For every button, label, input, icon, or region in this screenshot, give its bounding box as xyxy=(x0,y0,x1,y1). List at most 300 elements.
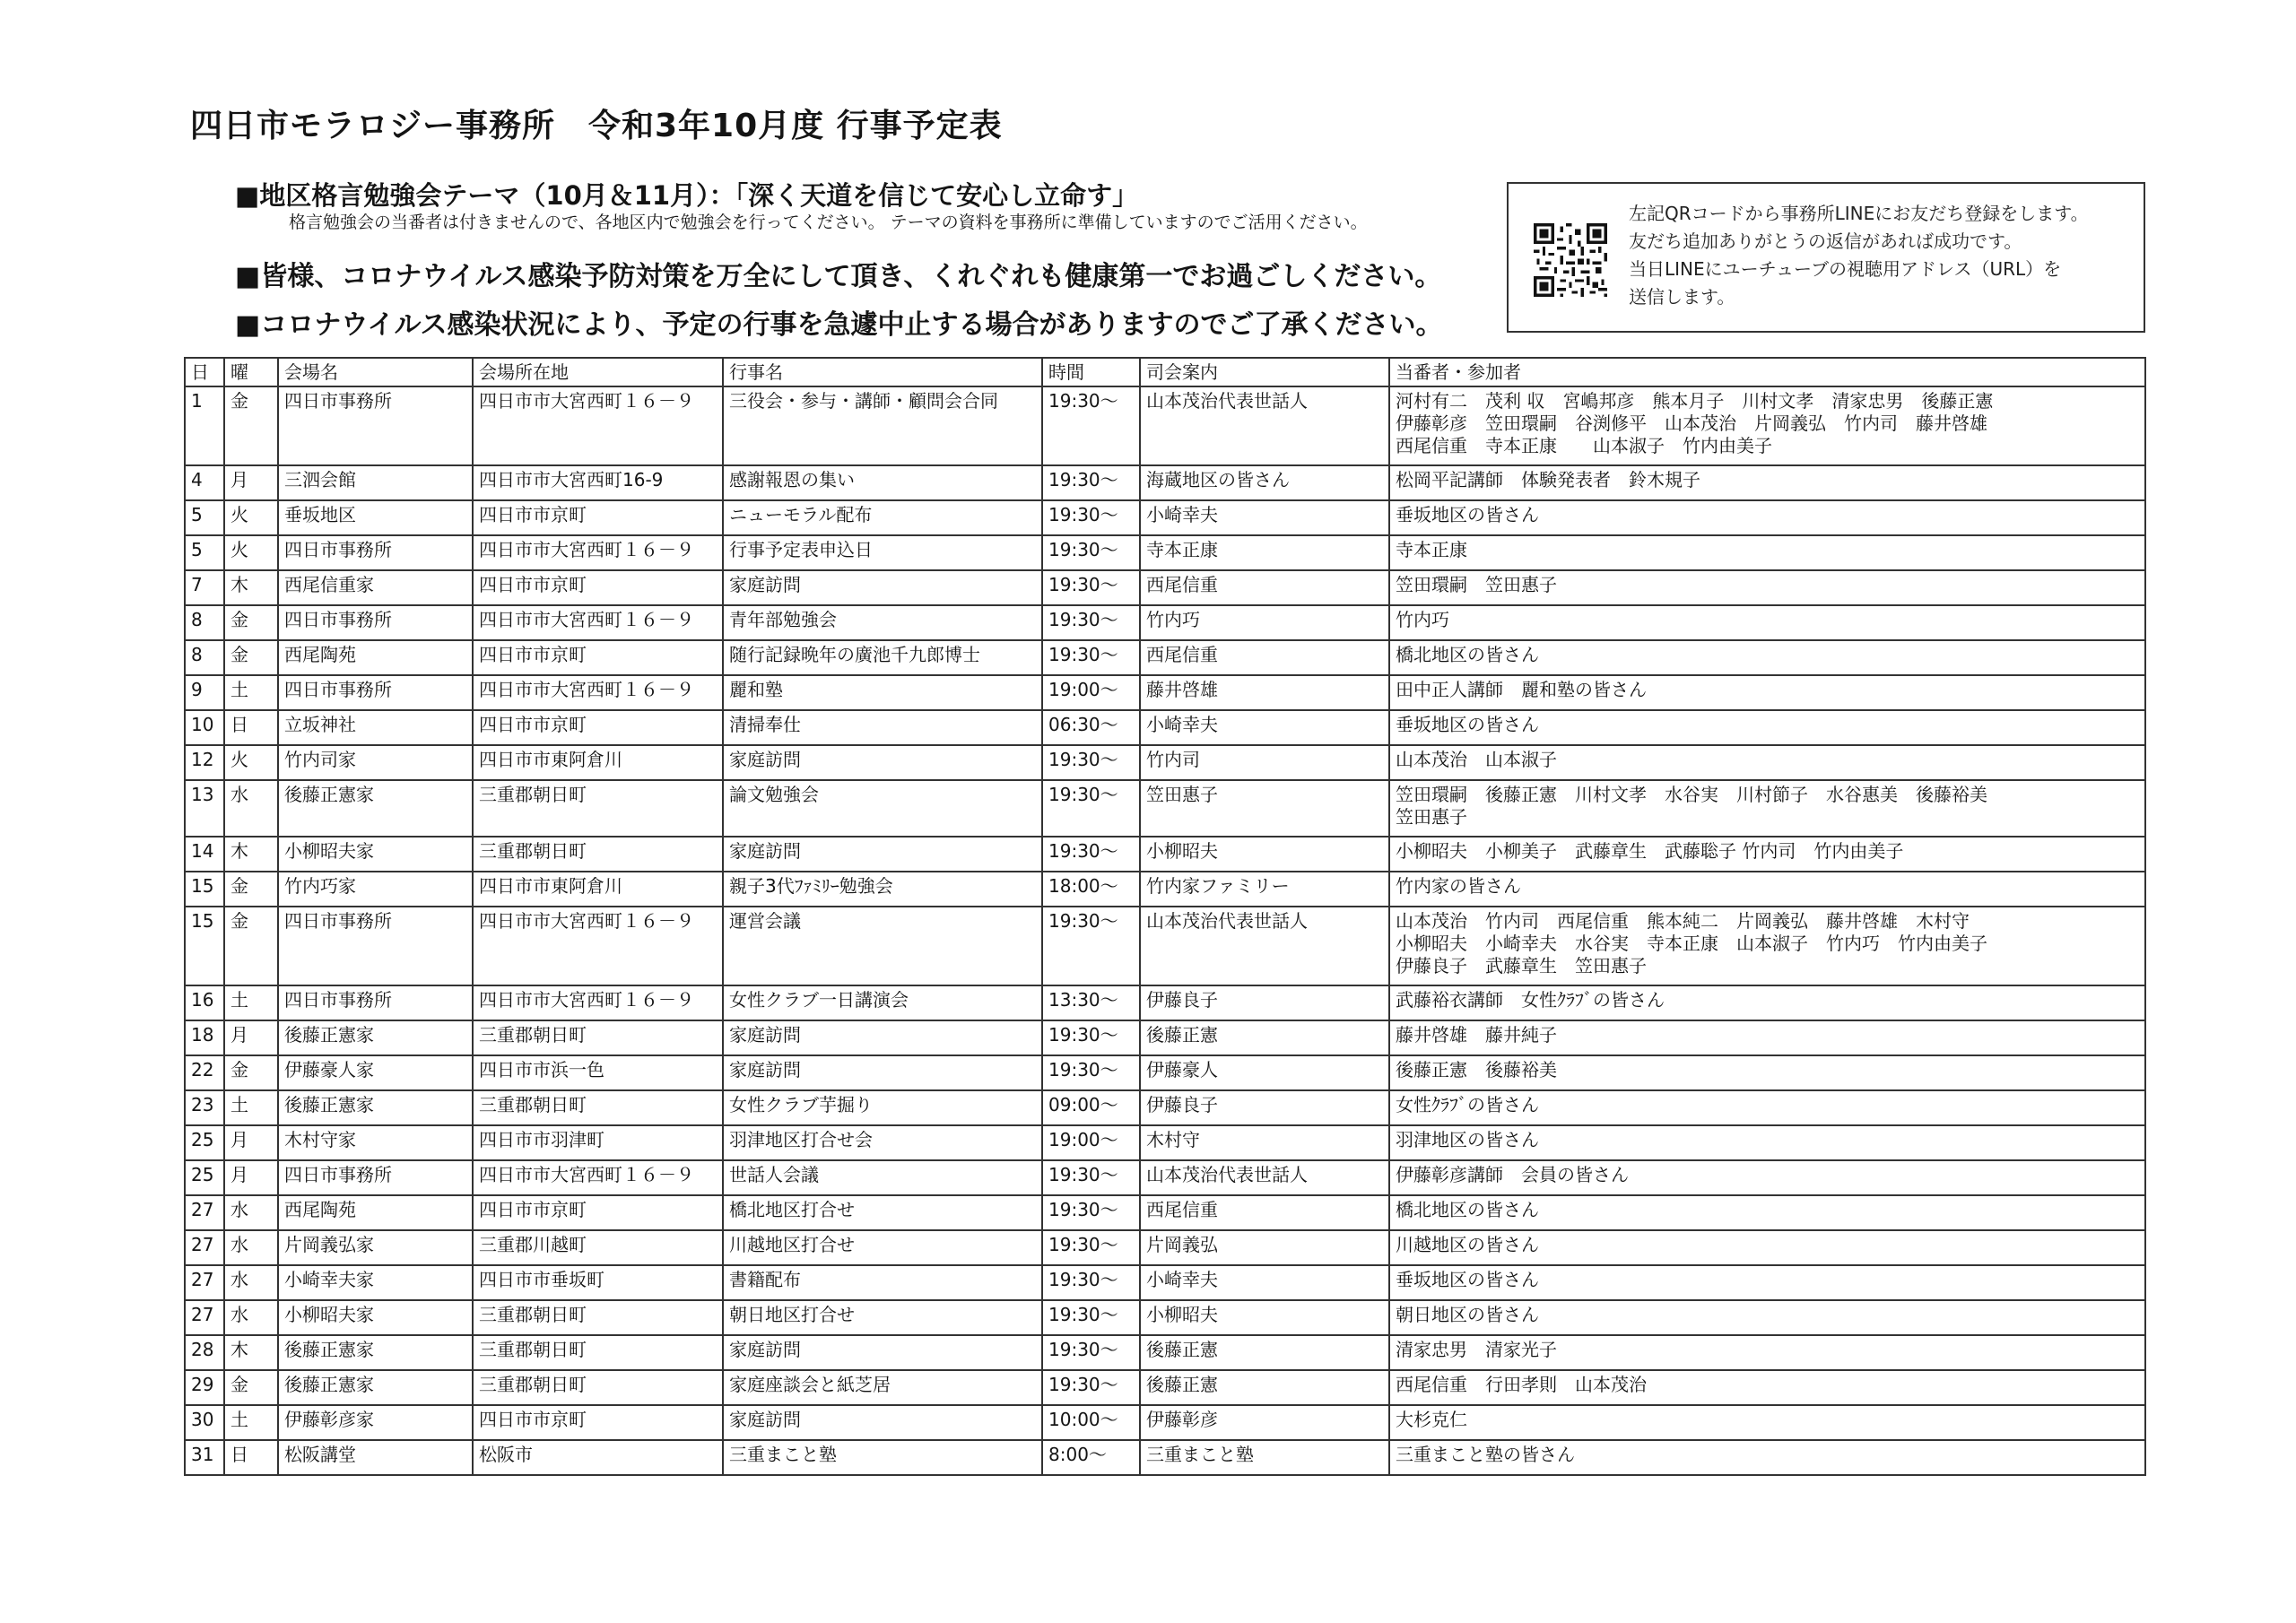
cell-weekday-text: 水 xyxy=(230,784,248,805)
cell-time xyxy=(1042,570,1140,605)
cell-participants-text: 後藤正憲 後藤裕美 xyxy=(1396,1059,1557,1081)
cell-participants xyxy=(1389,1160,2145,1195)
column-header-weekday: 曜 xyxy=(224,358,278,386)
cell-day-text: 18 xyxy=(191,1024,214,1046)
cell-host-text: 木村守 xyxy=(1146,1129,1200,1150)
cell-address xyxy=(473,745,723,780)
qr-code-icon[interactable] xyxy=(1534,223,1607,297)
cell-day-text: 1 xyxy=(191,390,203,412)
cell-day xyxy=(185,1055,224,1090)
cell-address xyxy=(473,500,723,535)
cell-venue xyxy=(278,1370,473,1405)
cell-event-text: 橋北地区打合せ xyxy=(729,1199,855,1220)
cell-address-text: 四日市市大宮西町１６－９ xyxy=(479,989,694,1011)
cell-participants-text: 三重まこと塾の皆さん xyxy=(1396,1444,1575,1465)
cell-weekday xyxy=(224,907,278,985)
table-row xyxy=(185,640,2145,675)
cell-day-text: 27 xyxy=(191,1304,214,1325)
cell-host-text: 伊藤良子 xyxy=(1146,989,1218,1011)
cell-host xyxy=(1140,1195,1389,1230)
cell-host xyxy=(1140,1370,1389,1405)
cell-venue xyxy=(278,1125,473,1160)
cell-time-text: 19:30～ xyxy=(1048,1059,1118,1081)
cell-venue-text: 立坂神社 xyxy=(284,714,356,735)
cell-event xyxy=(723,710,1042,745)
cell-day-text: 5 xyxy=(191,539,203,560)
cell-host xyxy=(1140,1265,1389,1300)
cell-weekday-text: 木 xyxy=(230,840,248,862)
cell-event-text: 家庭訪問 xyxy=(729,749,801,770)
cell-venue xyxy=(278,675,473,710)
cell-time xyxy=(1042,1055,1140,1090)
cell-address-text: 四日市市京町 xyxy=(479,714,587,735)
cell-participants xyxy=(1389,1370,2145,1405)
cell-time-text: 19:30～ xyxy=(1048,784,1118,805)
cell-day-text: 31 xyxy=(191,1444,214,1465)
cell-event-text: 麗和塾 xyxy=(729,679,783,700)
cell-address-text: 三重郡朝日町 xyxy=(479,1304,587,1325)
cell-participants-text: 垂坂地区の皆さん xyxy=(1396,714,1539,735)
cell-weekday xyxy=(224,780,278,837)
cell-venue xyxy=(278,985,473,1020)
cell-time-text: 19:00～ xyxy=(1048,679,1118,700)
table-row xyxy=(185,710,2145,745)
cell-venue xyxy=(278,1335,473,1370)
cell-participants xyxy=(1389,1195,2145,1230)
cell-host xyxy=(1140,1230,1389,1265)
cell-address-text: 四日市市京町 xyxy=(479,1199,587,1220)
cell-address-text: 四日市市京町 xyxy=(479,574,587,595)
cell-host xyxy=(1140,1055,1389,1090)
cell-host-text: 後藤正憲 xyxy=(1146,1024,1218,1046)
cell-event xyxy=(723,1020,1042,1055)
cell-weekday-text: 土 xyxy=(230,679,248,700)
cell-venue-text: 片岡義弘家 xyxy=(284,1234,374,1255)
cell-host-text: 伊藤彰彦 xyxy=(1146,1409,1218,1430)
cell-event-text: 朝日地区打合せ xyxy=(729,1304,855,1325)
cell-host-text: 竹内巧 xyxy=(1146,609,1200,630)
cell-weekday-text: 金 xyxy=(230,910,248,932)
table-row xyxy=(185,1055,2145,1090)
cell-day-text: 15 xyxy=(191,910,214,932)
cell-host-text: 山本茂治代表世話人 xyxy=(1146,910,1308,932)
cell-address-text: 三重郡朝日町 xyxy=(479,1024,587,1046)
line-info-text xyxy=(1629,200,2089,311)
cell-host xyxy=(1140,1125,1389,1160)
cell-host-text: 片岡義弘 xyxy=(1146,1234,1218,1255)
cell-participants xyxy=(1389,745,2145,780)
cell-host xyxy=(1140,465,1389,500)
table-row xyxy=(185,872,2145,907)
cell-weekday xyxy=(224,500,278,535)
cell-participants-text: 西尾信重 行田孝則 山本茂治 xyxy=(1396,1374,1647,1395)
cell-address-text: 三重郡川越町 xyxy=(479,1234,587,1255)
cell-host xyxy=(1140,837,1389,872)
cell-venue-text: 四日市事務所 xyxy=(284,989,392,1011)
cell-participants xyxy=(1389,1440,2145,1475)
cell-day xyxy=(185,1440,224,1475)
cell-event xyxy=(723,985,1042,1020)
cell-weekday xyxy=(224,605,278,640)
cell-day xyxy=(185,1020,224,1055)
cell-address xyxy=(473,1230,723,1265)
cell-weekday xyxy=(224,535,278,570)
cell-address xyxy=(473,1020,723,1055)
line-info-line: 送信します。 xyxy=(1629,286,1735,308)
table-row xyxy=(185,570,2145,605)
cell-participants xyxy=(1389,386,2145,465)
cell-event xyxy=(723,1405,1042,1440)
cell-address-text: 四日市市大宮西町16-9 xyxy=(479,469,664,490)
cell-weekday-text: 金 xyxy=(230,1374,248,1395)
cell-time-text: 19:30～ xyxy=(1048,1339,1118,1360)
cell-venue xyxy=(278,1195,473,1230)
cell-participants xyxy=(1389,1405,2145,1440)
cell-day xyxy=(185,640,224,675)
cell-time-text: 19:30～ xyxy=(1048,1304,1118,1325)
notice-cancellation: ■コロナウイルス感染状況により、予定の行事を急遽中止する場合がありますのでご了承ください。 xyxy=(235,309,1443,341)
cell-day-text: 27 xyxy=(191,1199,214,1220)
cell-address xyxy=(473,675,723,710)
column-header-host: 司会案内 xyxy=(1140,358,1389,386)
cell-weekday xyxy=(224,1335,278,1370)
cell-participants xyxy=(1389,1055,2145,1090)
cell-time-text: 19:30～ xyxy=(1048,504,1118,525)
table-row xyxy=(185,500,2145,535)
cell-address-text: 四日市市大宮西町１６－９ xyxy=(479,1164,694,1185)
cell-participants-text: 武藤裕衣講師 女性ｸﾗﾌﾞの皆さん xyxy=(1396,989,1665,1011)
cell-day xyxy=(185,872,224,907)
cell-venue-text: 小柳昭夫家 xyxy=(284,1304,374,1325)
cell-event xyxy=(723,1265,1042,1300)
cell-host-text: 山本茂治代表世話人 xyxy=(1146,1164,1308,1185)
cell-host xyxy=(1140,605,1389,640)
cell-venue xyxy=(278,1405,473,1440)
cell-host xyxy=(1140,386,1389,465)
cell-venue xyxy=(278,1300,473,1335)
cell-time xyxy=(1042,1440,1140,1475)
cell-host-text: 西尾信重 xyxy=(1146,644,1218,665)
cell-event xyxy=(723,640,1042,675)
cell-participants xyxy=(1389,1125,2145,1160)
cell-host-text: 竹内司 xyxy=(1146,749,1200,770)
table-row xyxy=(185,1335,2145,1370)
cell-venue-text: 後藤正憲家 xyxy=(284,1374,374,1395)
cell-venue-text: 後藤正憲家 xyxy=(284,1024,374,1046)
cell-weekday-text: 金 xyxy=(230,644,248,665)
cell-host xyxy=(1140,780,1389,837)
cell-event-text: 家庭座談会と紙芝居 xyxy=(729,1374,891,1395)
cell-time xyxy=(1042,1300,1140,1335)
cell-address xyxy=(473,1335,723,1370)
cell-time-text: 09:00～ xyxy=(1048,1094,1118,1115)
cell-participants xyxy=(1389,1020,2145,1055)
cell-address xyxy=(473,1055,723,1090)
cell-address xyxy=(473,780,723,837)
cell-day-text: 16 xyxy=(191,989,214,1011)
cell-venue xyxy=(278,907,473,985)
cell-participants-text: 朝日地区の皆さん xyxy=(1396,1304,1539,1325)
cell-event-text: 清掃奉仕 xyxy=(729,714,801,735)
cell-weekday-text: 水 xyxy=(230,1199,248,1220)
notice-health: ■皆様、コロナウイルス感染予防対策を万全にして頂き、くれぐれも健康第一でお過ごしください。 xyxy=(235,261,1442,292)
table-row xyxy=(185,1195,2145,1230)
table-row xyxy=(185,780,2145,837)
cell-day xyxy=(185,1335,224,1370)
cell-venue xyxy=(278,386,473,465)
cell-venue-text: 後藤正憲家 xyxy=(284,1094,374,1115)
cell-weekday-text: 金 xyxy=(230,390,248,412)
cell-weekday-text: 水 xyxy=(230,1234,248,1255)
cell-venue-text: 木村守家 xyxy=(284,1129,356,1150)
cell-event xyxy=(723,675,1042,710)
cell-day xyxy=(185,386,224,465)
cell-event-text: 運営会議 xyxy=(729,910,801,932)
cell-time xyxy=(1042,1265,1140,1300)
cell-event xyxy=(723,1230,1042,1265)
cell-time-text: 18:00～ xyxy=(1048,875,1118,897)
cell-time-text: 19:30～ xyxy=(1048,840,1118,862)
cell-weekday xyxy=(224,872,278,907)
cell-day xyxy=(185,745,224,780)
cell-time-text: 19:30～ xyxy=(1048,1164,1118,1185)
schedule-table xyxy=(184,357,2146,1476)
cell-weekday xyxy=(224,1230,278,1265)
cell-participants xyxy=(1389,1230,2145,1265)
cell-time-text: 19:30～ xyxy=(1048,910,1118,932)
cell-time-text: 19:30～ xyxy=(1048,749,1118,770)
cell-host xyxy=(1140,640,1389,675)
cell-day xyxy=(185,985,224,1020)
theme-note: 格言勉強会の当番者は付きませんので、各地区内で勉強会を行ってください。 テーマの資料を事務所に準備していますのでご活用ください。 xyxy=(289,213,1368,232)
table-row xyxy=(185,386,2145,465)
cell-day xyxy=(185,1265,224,1300)
cell-host xyxy=(1140,1440,1389,1475)
cell-participants-text: 松岡平記講師 体験発表者 鈴木規子 xyxy=(1396,469,1700,490)
cell-event-text: 青年部勉強会 xyxy=(729,609,837,630)
column-header-event: 行事名 xyxy=(723,358,1042,386)
cell-weekday-text: 木 xyxy=(230,1339,248,1360)
cell-weekday-text: 日 xyxy=(230,1444,248,1465)
cell-event xyxy=(723,1090,1042,1125)
cell-weekday-text: 火 xyxy=(230,749,248,770)
cell-address xyxy=(473,535,723,570)
cell-day-text: 9 xyxy=(191,679,203,700)
cell-venue-text: 四日市事務所 xyxy=(284,390,392,412)
cell-venue xyxy=(278,1055,473,1090)
cell-day xyxy=(185,1195,224,1230)
cell-host-text: 小柳昭夫 xyxy=(1146,1304,1218,1325)
cell-event xyxy=(723,1195,1042,1230)
cell-participants-text: 垂坂地区の皆さん xyxy=(1396,504,1539,525)
cell-address xyxy=(473,605,723,640)
cell-weekday xyxy=(224,386,278,465)
cell-day-text: 25 xyxy=(191,1164,214,1185)
cell-event xyxy=(723,570,1042,605)
cell-event xyxy=(723,872,1042,907)
cell-host xyxy=(1140,1020,1389,1055)
cell-event-text: 行事予定表申込日 xyxy=(729,539,873,560)
cell-day xyxy=(185,605,224,640)
cell-participants xyxy=(1389,907,2145,985)
cell-address-text: 四日市市大宮西町１６－９ xyxy=(479,390,694,412)
cell-time xyxy=(1042,465,1140,500)
cell-weekday-text: 火 xyxy=(230,504,248,525)
cell-host-text: 笠田惠子 xyxy=(1146,784,1218,805)
cell-day-text: 15 xyxy=(191,875,214,897)
cell-participants-text: 小柳昭夫 小柳美子 武藤章生 武藤聡子 竹内司 竹内由美子 xyxy=(1396,840,1904,862)
cell-address xyxy=(473,1160,723,1195)
cell-venue xyxy=(278,1160,473,1195)
cell-day-text: 22 xyxy=(191,1059,214,1081)
cell-event xyxy=(723,605,1042,640)
cell-venue xyxy=(278,1020,473,1055)
cell-host-text: 後藤正憲 xyxy=(1146,1374,1218,1395)
cell-weekday-text: 火 xyxy=(230,539,248,560)
cell-event-text: 羽津地区打合せ会 xyxy=(729,1129,873,1150)
cell-address-text: 四日市市大宮西町１６－９ xyxy=(479,539,694,560)
cell-day xyxy=(185,1370,224,1405)
cell-weekday-text: 水 xyxy=(230,1304,248,1325)
cell-time xyxy=(1042,1405,1140,1440)
cell-participants-text: 藤井啓雄 藤井純子 xyxy=(1396,1024,1557,1046)
cell-venue-text: 四日市事務所 xyxy=(284,1164,392,1185)
table-row xyxy=(185,985,2145,1020)
theme-heading: ■地区格言勉強会テーマ（10月＆11月）：「深く天道を信じて安心し立命す」 xyxy=(235,180,1139,211)
cell-participants xyxy=(1389,1300,2145,1335)
cell-weekday-text: 月 xyxy=(230,1024,248,1046)
cell-host-text: 西尾信重 xyxy=(1146,574,1218,595)
cell-host xyxy=(1140,1405,1389,1440)
cell-day-text: 23 xyxy=(191,1094,214,1115)
cell-day-text: 25 xyxy=(191,1129,214,1150)
line-info-line: 左記QRコードから事務所LINEにお友だち登録をします。 xyxy=(1629,203,2089,224)
cell-host-text: 小崎幸夫 xyxy=(1146,504,1218,525)
cell-time xyxy=(1042,1020,1140,1055)
table-row xyxy=(185,1020,2145,1055)
cell-address xyxy=(473,465,723,500)
cell-venue xyxy=(278,500,473,535)
cell-time-text: 06:30～ xyxy=(1048,714,1118,735)
cell-participants-text: 女性ｸﾗﾌﾞの皆さん xyxy=(1396,1094,1539,1115)
cell-event-text: 家庭訪問 xyxy=(729,1409,801,1430)
cell-day-text: 14 xyxy=(191,840,214,862)
cell-venue xyxy=(278,1440,473,1475)
cell-venue xyxy=(278,745,473,780)
schedule-body xyxy=(185,386,2145,1475)
cell-day xyxy=(185,465,224,500)
cell-day-text: 28 xyxy=(191,1339,214,1360)
cell-day xyxy=(185,1300,224,1335)
cell-time xyxy=(1042,1370,1140,1405)
cell-participants-text: 垂坂地区の皆さん xyxy=(1396,1269,1539,1290)
cell-host-text: 山本茂治代表世話人 xyxy=(1146,390,1308,412)
page-title: 四日市モラロジー事務所 令和3年10月度 行事予定表 xyxy=(190,108,1003,144)
cell-event xyxy=(723,1440,1042,1475)
cell-event-text: 世話人会議 xyxy=(729,1164,819,1185)
cell-time xyxy=(1042,745,1140,780)
cell-host-text: 伊藤豪人 xyxy=(1146,1059,1218,1081)
cell-day xyxy=(185,1405,224,1440)
cell-venue-text: 小崎幸夫家 xyxy=(284,1269,374,1290)
cell-time xyxy=(1042,386,1140,465)
cell-host-text: 小崎幸夫 xyxy=(1146,714,1218,735)
table-row xyxy=(185,1230,2145,1265)
cell-time xyxy=(1042,535,1140,570)
cell-weekday-text: 日 xyxy=(230,714,248,735)
cell-venue xyxy=(278,605,473,640)
cell-weekday xyxy=(224,1125,278,1160)
cell-event-text: 家庭訪問 xyxy=(729,840,801,862)
cell-weekday xyxy=(224,1090,278,1125)
cell-event xyxy=(723,780,1042,837)
cell-day xyxy=(185,570,224,605)
cell-weekday xyxy=(224,1440,278,1475)
cell-participants-text: 田中正人講師 麗和塾の皆さん xyxy=(1396,679,1647,700)
cell-participants xyxy=(1389,465,2145,500)
cell-time xyxy=(1042,1230,1140,1265)
cell-address xyxy=(473,1195,723,1230)
cell-day-text: 12 xyxy=(191,749,214,770)
cell-weekday xyxy=(224,1300,278,1335)
cell-event-text: 書籍配布 xyxy=(729,1269,801,1290)
cell-host xyxy=(1140,1300,1389,1335)
cell-time-text: 19:30～ xyxy=(1048,574,1118,595)
cell-host-text: 小崎幸夫 xyxy=(1146,1269,1218,1290)
cell-weekday xyxy=(224,1160,278,1195)
cell-event xyxy=(723,745,1042,780)
cell-weekday xyxy=(224,1370,278,1405)
cell-venue-text: 垂坂地区 xyxy=(284,504,356,525)
cell-host xyxy=(1140,1160,1389,1195)
cell-weekday xyxy=(224,710,278,745)
cell-participants xyxy=(1389,675,2145,710)
cell-address-text: 四日市市羽津町 xyxy=(479,1129,604,1150)
cell-day xyxy=(185,780,224,837)
cell-participants-text: 山本茂治 山本淑子 xyxy=(1396,749,1557,770)
table-row xyxy=(185,1300,2145,1335)
cell-address xyxy=(473,872,723,907)
cell-time xyxy=(1042,780,1140,837)
cell-address-text: 四日市市浜一色 xyxy=(479,1059,604,1081)
cell-participants xyxy=(1389,640,2145,675)
cell-day-text: 27 xyxy=(191,1234,214,1255)
cell-event-text: 随行記録晩年の廣池千九郎博士 xyxy=(729,644,980,665)
cell-day xyxy=(185,710,224,745)
table-row xyxy=(185,745,2145,780)
cell-address-text: 四日市市京町 xyxy=(479,1409,587,1430)
cell-weekday-text: 月 xyxy=(230,469,248,490)
cell-address-text: 三重郡朝日町 xyxy=(479,1339,587,1360)
cell-participants xyxy=(1389,837,2145,872)
cell-day-text: 10 xyxy=(191,714,214,735)
cell-weekday xyxy=(224,745,278,780)
cell-time-text: 19:30～ xyxy=(1048,644,1118,665)
cell-venue-text: 松阪講堂 xyxy=(284,1444,356,1465)
cell-participants-text: 橋北地区の皆さん xyxy=(1396,644,1539,665)
cell-event-text: 家庭訪問 xyxy=(729,574,801,595)
cell-event xyxy=(723,1300,1042,1335)
cell-participants-text: 羽津地区の皆さん xyxy=(1396,1129,1539,1150)
cell-venue xyxy=(278,1090,473,1125)
cell-address xyxy=(473,640,723,675)
cell-host-text: 寺本正康 xyxy=(1146,539,1218,560)
cell-time-text: 19:30～ xyxy=(1048,1269,1118,1290)
cell-venue xyxy=(278,710,473,745)
cell-venue xyxy=(278,780,473,837)
cell-day-text: 8 xyxy=(191,609,203,630)
cell-host-text: 伊藤良子 xyxy=(1146,1094,1218,1115)
